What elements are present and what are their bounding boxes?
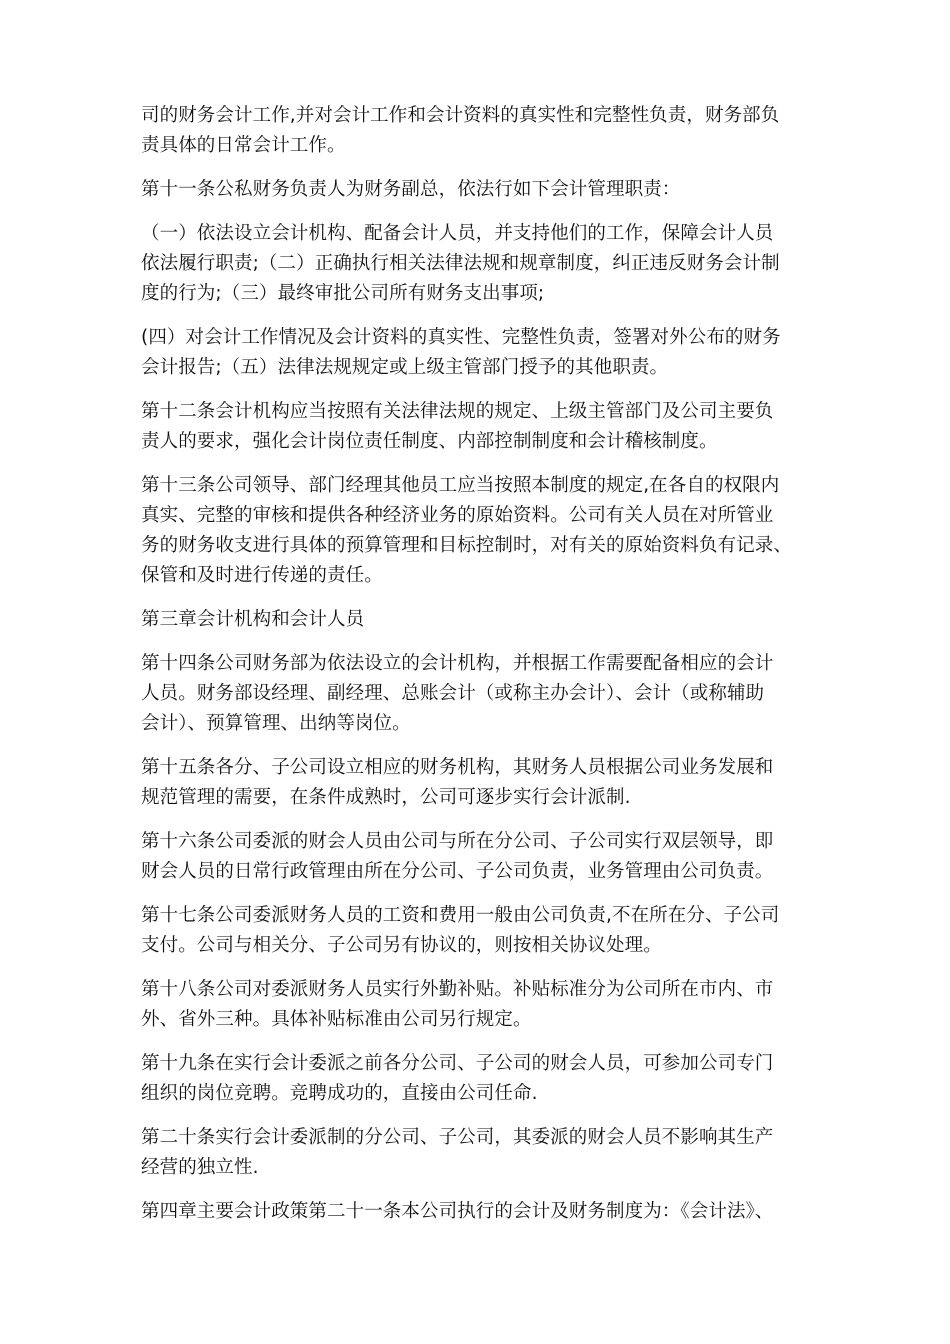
text-line: 第二十条实行会计委派制的分公司、子公司，其委派的财会人员不影响其生产 (141, 1127, 774, 1148)
text-line: 保管和及时进行传递的责任。 (141, 565, 383, 586)
paragraph-article-20 (141, 1123, 811, 1183)
text-line: 第十六条公司委派的财会人员由公司与所在分公司、子公司实行双层领导，即 (141, 831, 774, 852)
text-line: 会计）、预算管理、出纳等岗位。 (141, 713, 411, 734)
text-line: 司的财务会计工作,并对会计工作和会计资料的真实性和完整性负责，财务部负 (141, 105, 780, 126)
text-line: 人员。财务部设经理、副经理、总账会计（或称主办会计）、会计（或称辅助 (141, 683, 765, 704)
text-line: 度的行为;（三）最终审批公司所有财务支出事项; (141, 283, 545, 304)
text-line: 财会人员的日常行政管理由所在分公司、子公司负责，业务管理由公司负责。 (141, 861, 774, 882)
text-line: 会计报告;（五）法律法规规定或上级主管部门授予的其他职责。 (141, 357, 669, 378)
text-line: 第十九条在实行会计委派之前各分公司、子公司的财会人员，可参加公司专门 (141, 1053, 774, 1074)
text-line: 外、省外三种。具体补贴标准由公司另行规定。 (141, 1009, 532, 1030)
paragraph-article-17 (141, 901, 811, 961)
paragraph-article-16 (141, 827, 811, 887)
document-page (141, 101, 811, 1241)
text-line: 经营的独立性. (141, 1157, 259, 1178)
text-line: 第十三条公司领导、部门经理其他员工应当按照本制度的规定,在各自的权限内 (141, 475, 780, 496)
paragraph-article-18 (141, 975, 811, 1035)
text-line: （一）依法设立会计机构、配备会计人员，并支持他们的工作，保障会计人员 (141, 223, 774, 244)
paragraph-article-13 (141, 471, 811, 591)
text-line: 第四章主要会计政策第二十一条本公司执行的会计及财务制度为：《会计法》、 (141, 1201, 774, 1222)
paragraph-article-19 (141, 1049, 811, 1109)
text-line: 第十一条公私财务负责人为财务副总，依法行如下会计管理职责： (141, 179, 681, 200)
text-line: 第十二条会计机构应当按照有关法律法规的规定、上级主管部门及公司主要负 (141, 401, 774, 422)
paragraph-duties-1-3 (141, 219, 811, 309)
paragraph-article-11 (141, 175, 811, 205)
paragraph-article-12 (141, 397, 811, 457)
text-line: 依法履行职责;（二）正确执行相关法律法规和规章制度，纠正违反财务会计制 (141, 253, 780, 274)
text-line: 责具体的日常会计工作。 (141, 135, 346, 156)
text-line: 组织的岗位竞聘。竞聘成功的，直接由公司任命. (141, 1083, 538, 1104)
text-line: 第三章会计机构和会计人员 (141, 609, 365, 630)
paragraph-continued-responsibility (141, 101, 811, 161)
text-line: 责人的要求，强化会计岗位责任制度、内部控制制度和会计稽核制度。 (141, 431, 718, 452)
text-line: 第十八条公司对委派财务人员实行外勤补贴。补贴标准分为公司所在市内、市 (141, 979, 774, 1000)
text-line: 支付。公司与相关分、子公司另有协议的，则按相关协议处理。 (141, 935, 662, 956)
chapter-heading-3 (141, 605, 811, 635)
paragraph-article-15 (141, 753, 811, 813)
chapter-heading-4 (141, 1197, 811, 1227)
paragraph-article-14 (141, 649, 811, 739)
text-line: 第十四条公司财务部为依法设立的会计机构，并根据工作需要配备相应的会计 (141, 653, 774, 674)
paragraph-duties-4-5 (141, 323, 811, 383)
text-line: 务的财务收支进行具体的预算管理和目标控制时，对有关的原始资料负有记录、 (141, 535, 793, 556)
text-line: 第十七条公司委派财务人员的工资和费用一般由公司负责,不在所在分、子公司 (141, 905, 780, 926)
text-line: 真实、完整的审核和提供各种经济业务的原始资料。公司有关人员在对所管业 (141, 505, 774, 526)
text-line: 第十五条各分、子公司设立相应的财务机构，其财务人员根据公司业务发展和 (141, 757, 774, 778)
text-line: (四）对会计工作情况及会计资料的真实性、完整性负责，签署对外公布的财务 (141, 327, 781, 348)
text-line: 规范管理的需要，在条件成熟时，公司可逐步实行会计派制. (141, 787, 631, 808)
